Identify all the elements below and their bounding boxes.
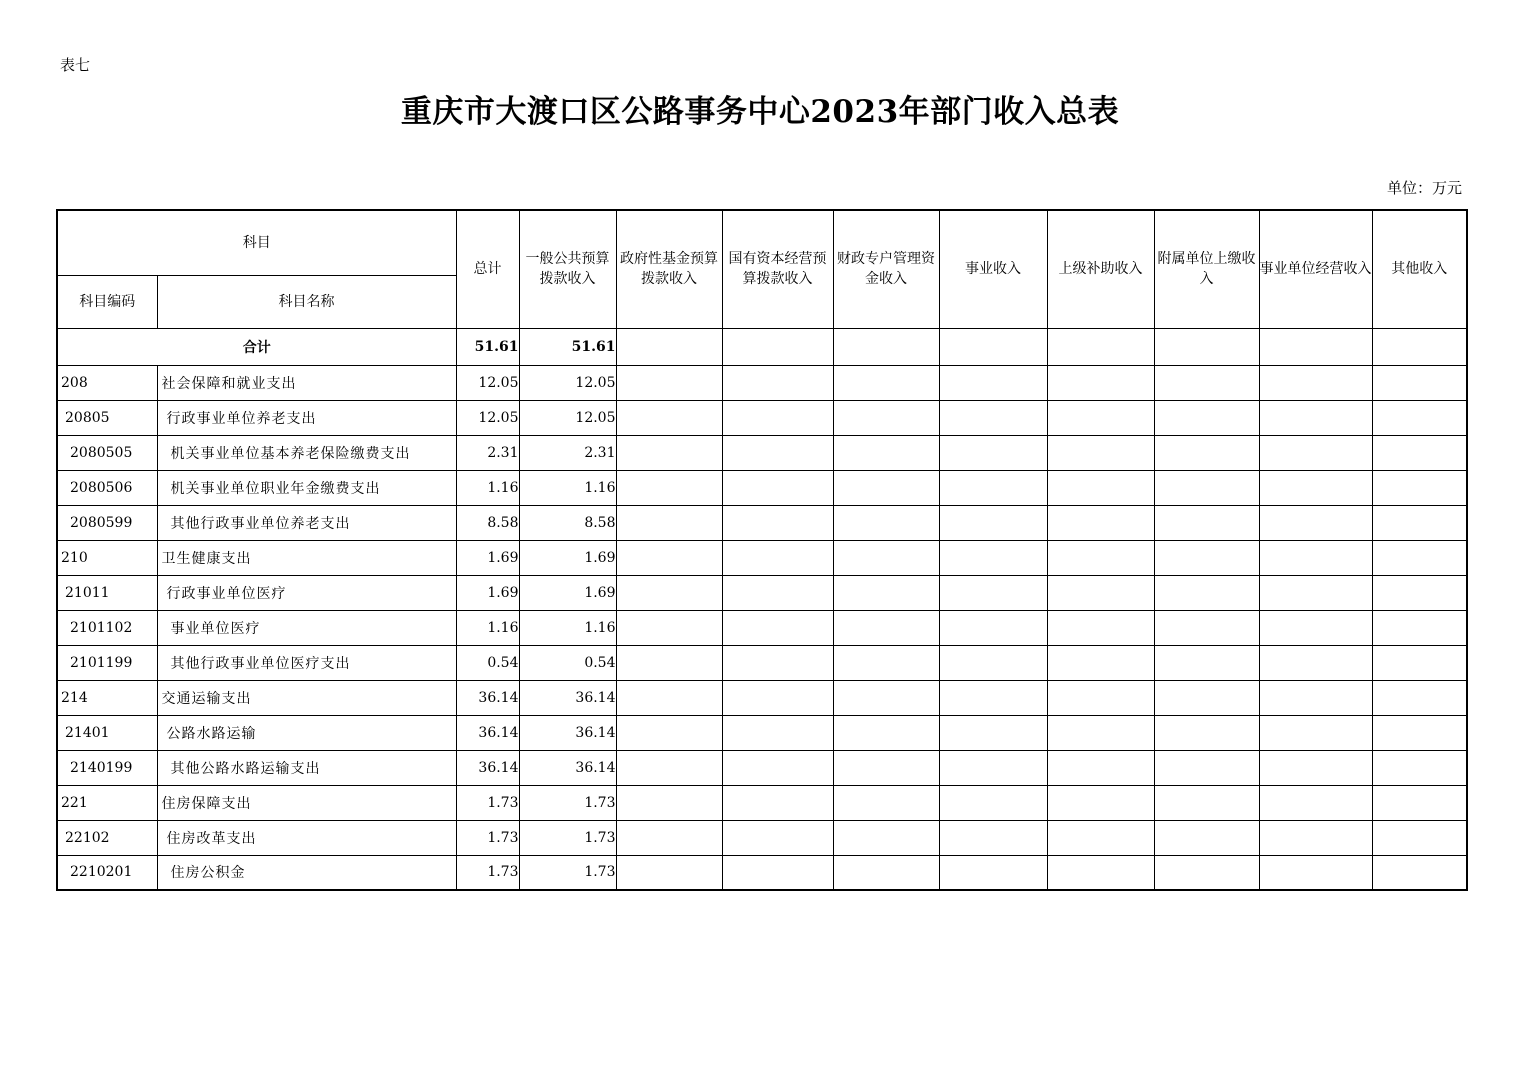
empty-cell — [939, 400, 1047, 435]
empty-cell — [1154, 680, 1259, 715]
total-cell: 1.69 — [456, 575, 519, 610]
empty-cell — [722, 365, 833, 400]
subject-code-cell: 2210201 — [57, 855, 157, 890]
empty-cell — [833, 365, 939, 400]
empty-cell — [1259, 540, 1372, 575]
page-title: 重庆市大渡口区公路事务中心2023年部门收入总表 — [400, 94, 1120, 130]
subject-code-cell: 20805 — [57, 400, 157, 435]
empty-cell — [833, 470, 939, 505]
empty-cell — [833, 435, 939, 470]
income-table — [56, 209, 1468, 891]
general-budget-cell: 1.73 — [519, 820, 616, 855]
empty-cell — [616, 540, 722, 575]
empty-cell — [939, 575, 1047, 610]
empty-cell — [616, 328, 722, 365]
empty-cell — [1372, 820, 1467, 855]
total-cell: 36.14 — [456, 750, 519, 785]
empty-cell — [1047, 785, 1154, 820]
empty-cell — [833, 575, 939, 610]
empty-cell — [722, 540, 833, 575]
summary-row — [57, 328, 1467, 365]
subject-code-cell: 214 — [57, 680, 157, 715]
subject-code-cell: 21011 — [57, 575, 157, 610]
total-cell: 1.16 — [456, 610, 519, 645]
header-affiliated-income: 附属单位上缴收入 — [1154, 210, 1259, 328]
table-row — [57, 785, 1467, 820]
subject-code-cell: 2101199 — [57, 645, 157, 680]
empty-cell — [1154, 715, 1259, 750]
general-budget-cell: 0.54 — [519, 645, 616, 680]
empty-cell — [939, 610, 1047, 645]
empty-cell — [722, 750, 833, 785]
empty-cell — [1259, 610, 1372, 645]
empty-cell — [722, 400, 833, 435]
total-cell: 1.73 — [456, 785, 519, 820]
empty-cell — [939, 540, 1047, 575]
subject-name-cell: 住房公积金 — [157, 855, 456, 890]
general-budget-cell: 1.73 — [519, 785, 616, 820]
total-cell: 1.73 — [456, 820, 519, 855]
table-row — [57, 645, 1467, 680]
general-budget-cell: 2.31 — [519, 435, 616, 470]
empty-cell — [616, 470, 722, 505]
empty-cell — [1047, 855, 1154, 890]
empty-cell — [616, 855, 722, 890]
empty-cell — [833, 820, 939, 855]
empty-cell — [833, 328, 939, 365]
empty-cell — [616, 645, 722, 680]
empty-cell — [616, 365, 722, 400]
general-budget-cell: 36.14 — [519, 715, 616, 750]
total-cell: 2.31 — [456, 435, 519, 470]
empty-cell — [1154, 400, 1259, 435]
header-subject-name: 科目名称 — [157, 275, 456, 328]
empty-cell — [833, 505, 939, 540]
empty-cell — [833, 750, 939, 785]
table-row — [57, 610, 1467, 645]
empty-cell — [939, 505, 1047, 540]
empty-cell — [1259, 470, 1372, 505]
empty-cell — [722, 505, 833, 540]
subject-code-cell: 2080506 — [57, 470, 157, 505]
table-row — [57, 750, 1467, 785]
general-budget-cell: 1.69 — [519, 540, 616, 575]
total-cell: 36.14 — [456, 715, 519, 750]
subject-code-cell: 21401 — [57, 715, 157, 750]
general-budget-cell: 1.16 — [519, 610, 616, 645]
subject-name-cell: 卫生健康支出 — [157, 540, 456, 575]
empty-cell — [1047, 540, 1154, 575]
subject-name-cell: 其他行政事业单位养老支出 — [157, 505, 456, 540]
header-business-income: 事业收入 — [939, 210, 1047, 328]
empty-cell — [1047, 365, 1154, 400]
empty-cell — [1047, 645, 1154, 680]
empty-cell — [939, 855, 1047, 890]
subject-name-cell: 公路水路运输 — [157, 715, 456, 750]
empty-cell — [939, 680, 1047, 715]
header-special-account: 财政专户管理资金收入 — [833, 210, 939, 328]
empty-cell — [1154, 645, 1259, 680]
table-row — [57, 435, 1467, 470]
subject-code-cell: 210 — [57, 540, 157, 575]
empty-cell — [722, 785, 833, 820]
empty-cell — [1372, 400, 1467, 435]
empty-cell — [1047, 680, 1154, 715]
summary-general: 51.61 — [519, 328, 616, 365]
empty-cell — [939, 365, 1047, 400]
total-cell: 1.73 — [456, 855, 519, 890]
header-total: 总计 — [456, 210, 519, 328]
empty-cell — [1259, 365, 1372, 400]
empty-cell — [1047, 610, 1154, 645]
table-row — [57, 540, 1467, 575]
empty-cell — [1372, 435, 1467, 470]
empty-cell — [1259, 715, 1372, 750]
empty-cell — [1259, 505, 1372, 540]
empty-cell — [616, 400, 722, 435]
empty-cell — [1372, 365, 1467, 400]
empty-cell — [1259, 575, 1372, 610]
total-cell: 1.69 — [456, 540, 519, 575]
empty-cell — [1259, 328, 1372, 365]
subject-name-cell: 机关事业单位基本养老保险缴费支出 — [157, 435, 456, 470]
empty-cell — [616, 435, 722, 470]
empty-cell — [1154, 328, 1259, 365]
table-row — [57, 715, 1467, 750]
empty-cell — [939, 328, 1047, 365]
empty-cell — [722, 435, 833, 470]
empty-cell — [1259, 785, 1372, 820]
subject-code-cell: 208 — [57, 365, 157, 400]
empty-cell — [722, 645, 833, 680]
empty-cell — [1372, 470, 1467, 505]
unit-label: 单位：万元 — [1386, 179, 1462, 197]
empty-cell — [939, 645, 1047, 680]
empty-cell — [1372, 680, 1467, 715]
empty-cell — [1047, 820, 1154, 855]
empty-cell — [939, 715, 1047, 750]
empty-cell — [1154, 785, 1259, 820]
empty-cell — [616, 820, 722, 855]
empty-cell — [1259, 435, 1372, 470]
empty-cell — [1154, 365, 1259, 400]
empty-cell — [1154, 575, 1259, 610]
table-row — [57, 400, 1467, 435]
empty-cell — [1372, 610, 1467, 645]
empty-cell — [1154, 505, 1259, 540]
empty-cell — [939, 435, 1047, 470]
empty-cell — [616, 785, 722, 820]
empty-cell — [833, 645, 939, 680]
empty-cell — [1154, 540, 1259, 575]
empty-cell — [939, 785, 1047, 820]
subject-name-cell: 社会保障和就业支出 — [157, 365, 456, 400]
header-general-budget: 一般公共预算拨款收入 — [519, 210, 616, 328]
empty-cell — [833, 610, 939, 645]
empty-cell — [939, 820, 1047, 855]
empty-cell — [939, 750, 1047, 785]
header-operation-income: 事业单位经营收入 — [1259, 210, 1372, 328]
empty-cell — [1372, 855, 1467, 890]
subject-name-cell: 住房改革支出 — [157, 820, 456, 855]
table-row — [57, 505, 1467, 540]
subject-code-cell: 2140199 — [57, 750, 157, 785]
general-budget-cell: 8.58 — [519, 505, 616, 540]
empty-cell — [722, 575, 833, 610]
total-cell: 12.05 — [456, 400, 519, 435]
empty-cell — [722, 680, 833, 715]
empty-cell — [1154, 820, 1259, 855]
general-budget-cell: 1.73 — [519, 855, 616, 890]
header-gov-fund: 政府性基金预算拨款收入 — [616, 210, 722, 328]
empty-cell — [1372, 645, 1467, 680]
empty-cell — [1154, 610, 1259, 645]
empty-cell — [1047, 750, 1154, 785]
empty-cell — [1372, 715, 1467, 750]
empty-cell — [833, 785, 939, 820]
subject-code-cell: 2080599 — [57, 505, 157, 540]
empty-cell — [1154, 470, 1259, 505]
summary-total: 51.61 — [456, 328, 519, 365]
empty-cell — [722, 715, 833, 750]
table-row — [57, 855, 1467, 890]
subject-name-cell: 行政事业单位医疗 — [157, 575, 456, 610]
header-subject: 科目 — [57, 210, 456, 275]
header-state-capital: 国有资本经营预算拨款收入 — [722, 210, 833, 328]
total-cell: 12.05 — [456, 365, 519, 400]
summary-label: 合计 — [57, 328, 456, 365]
empty-cell — [1259, 645, 1372, 680]
table-row — [57, 680, 1467, 715]
general-budget-cell: 12.05 — [519, 365, 616, 400]
subject-name-cell: 交通运输支出 — [157, 680, 456, 715]
table-row — [57, 820, 1467, 855]
empty-cell — [1047, 328, 1154, 365]
subject-name-cell: 行政事业单位养老支出 — [157, 400, 456, 435]
subject-name-cell: 其他公路水路运输支出 — [157, 750, 456, 785]
table-number: 表七 — [60, 56, 91, 74]
empty-cell — [1047, 470, 1154, 505]
header-subject-code: 科目编码 — [57, 275, 157, 328]
empty-cell — [1047, 575, 1154, 610]
subject-code-cell: 22102 — [57, 820, 157, 855]
subject-name-cell: 事业单位医疗 — [157, 610, 456, 645]
empty-cell — [1154, 855, 1259, 890]
empty-cell — [616, 750, 722, 785]
empty-cell — [1372, 540, 1467, 575]
empty-cell — [616, 505, 722, 540]
total-cell: 1.16 — [456, 470, 519, 505]
empty-cell — [722, 328, 833, 365]
general-budget-cell: 12.05 — [519, 400, 616, 435]
empty-cell — [833, 680, 939, 715]
empty-cell — [616, 715, 722, 750]
empty-cell — [722, 470, 833, 505]
empty-cell — [939, 470, 1047, 505]
empty-cell — [722, 610, 833, 645]
empty-cell — [616, 575, 722, 610]
empty-cell — [1372, 328, 1467, 365]
empty-cell — [1372, 750, 1467, 785]
empty-cell — [833, 855, 939, 890]
empty-cell — [1047, 435, 1154, 470]
general-budget-cell: 1.16 — [519, 470, 616, 505]
empty-cell — [1259, 855, 1372, 890]
empty-cell — [722, 820, 833, 855]
empty-cell — [1259, 750, 1372, 785]
table-row — [57, 470, 1467, 505]
general-budget-cell: 36.14 — [519, 680, 616, 715]
total-cell: 36.14 — [456, 680, 519, 715]
general-budget-cell: 36.14 — [519, 750, 616, 785]
empty-cell — [1259, 400, 1372, 435]
empty-cell — [1154, 435, 1259, 470]
empty-cell — [1372, 505, 1467, 540]
general-budget-cell: 1.69 — [519, 575, 616, 610]
empty-cell — [833, 540, 939, 575]
empty-cell — [616, 610, 722, 645]
empty-cell — [1372, 785, 1467, 820]
subject-name-cell: 住房保障支出 — [157, 785, 456, 820]
empty-cell — [1047, 505, 1154, 540]
subject-code-cell: 221 — [57, 785, 157, 820]
empty-cell — [833, 715, 939, 750]
empty-cell — [1047, 715, 1154, 750]
subject-name-cell: 其他行政事业单位医疗支出 — [157, 645, 456, 680]
table-row — [57, 365, 1467, 400]
empty-cell — [1047, 400, 1154, 435]
empty-cell — [722, 855, 833, 890]
subject-name-cell: 机关事业单位职业年金缴费支出 — [157, 470, 456, 505]
total-cell: 0.54 — [456, 645, 519, 680]
empty-cell — [1372, 575, 1467, 610]
header-superior-subsidy: 上级补助收入 — [1047, 210, 1154, 328]
empty-cell — [833, 400, 939, 435]
total-cell: 8.58 — [456, 505, 519, 540]
empty-cell — [1259, 680, 1372, 715]
subject-code-cell: 2101102 — [57, 610, 157, 645]
header-other-income: 其他收入 — [1372, 210, 1467, 328]
table-row — [57, 575, 1467, 610]
empty-cell — [616, 680, 722, 715]
empty-cell — [1154, 750, 1259, 785]
subject-code-cell: 2080505 — [57, 435, 157, 470]
empty-cell — [1259, 820, 1372, 855]
